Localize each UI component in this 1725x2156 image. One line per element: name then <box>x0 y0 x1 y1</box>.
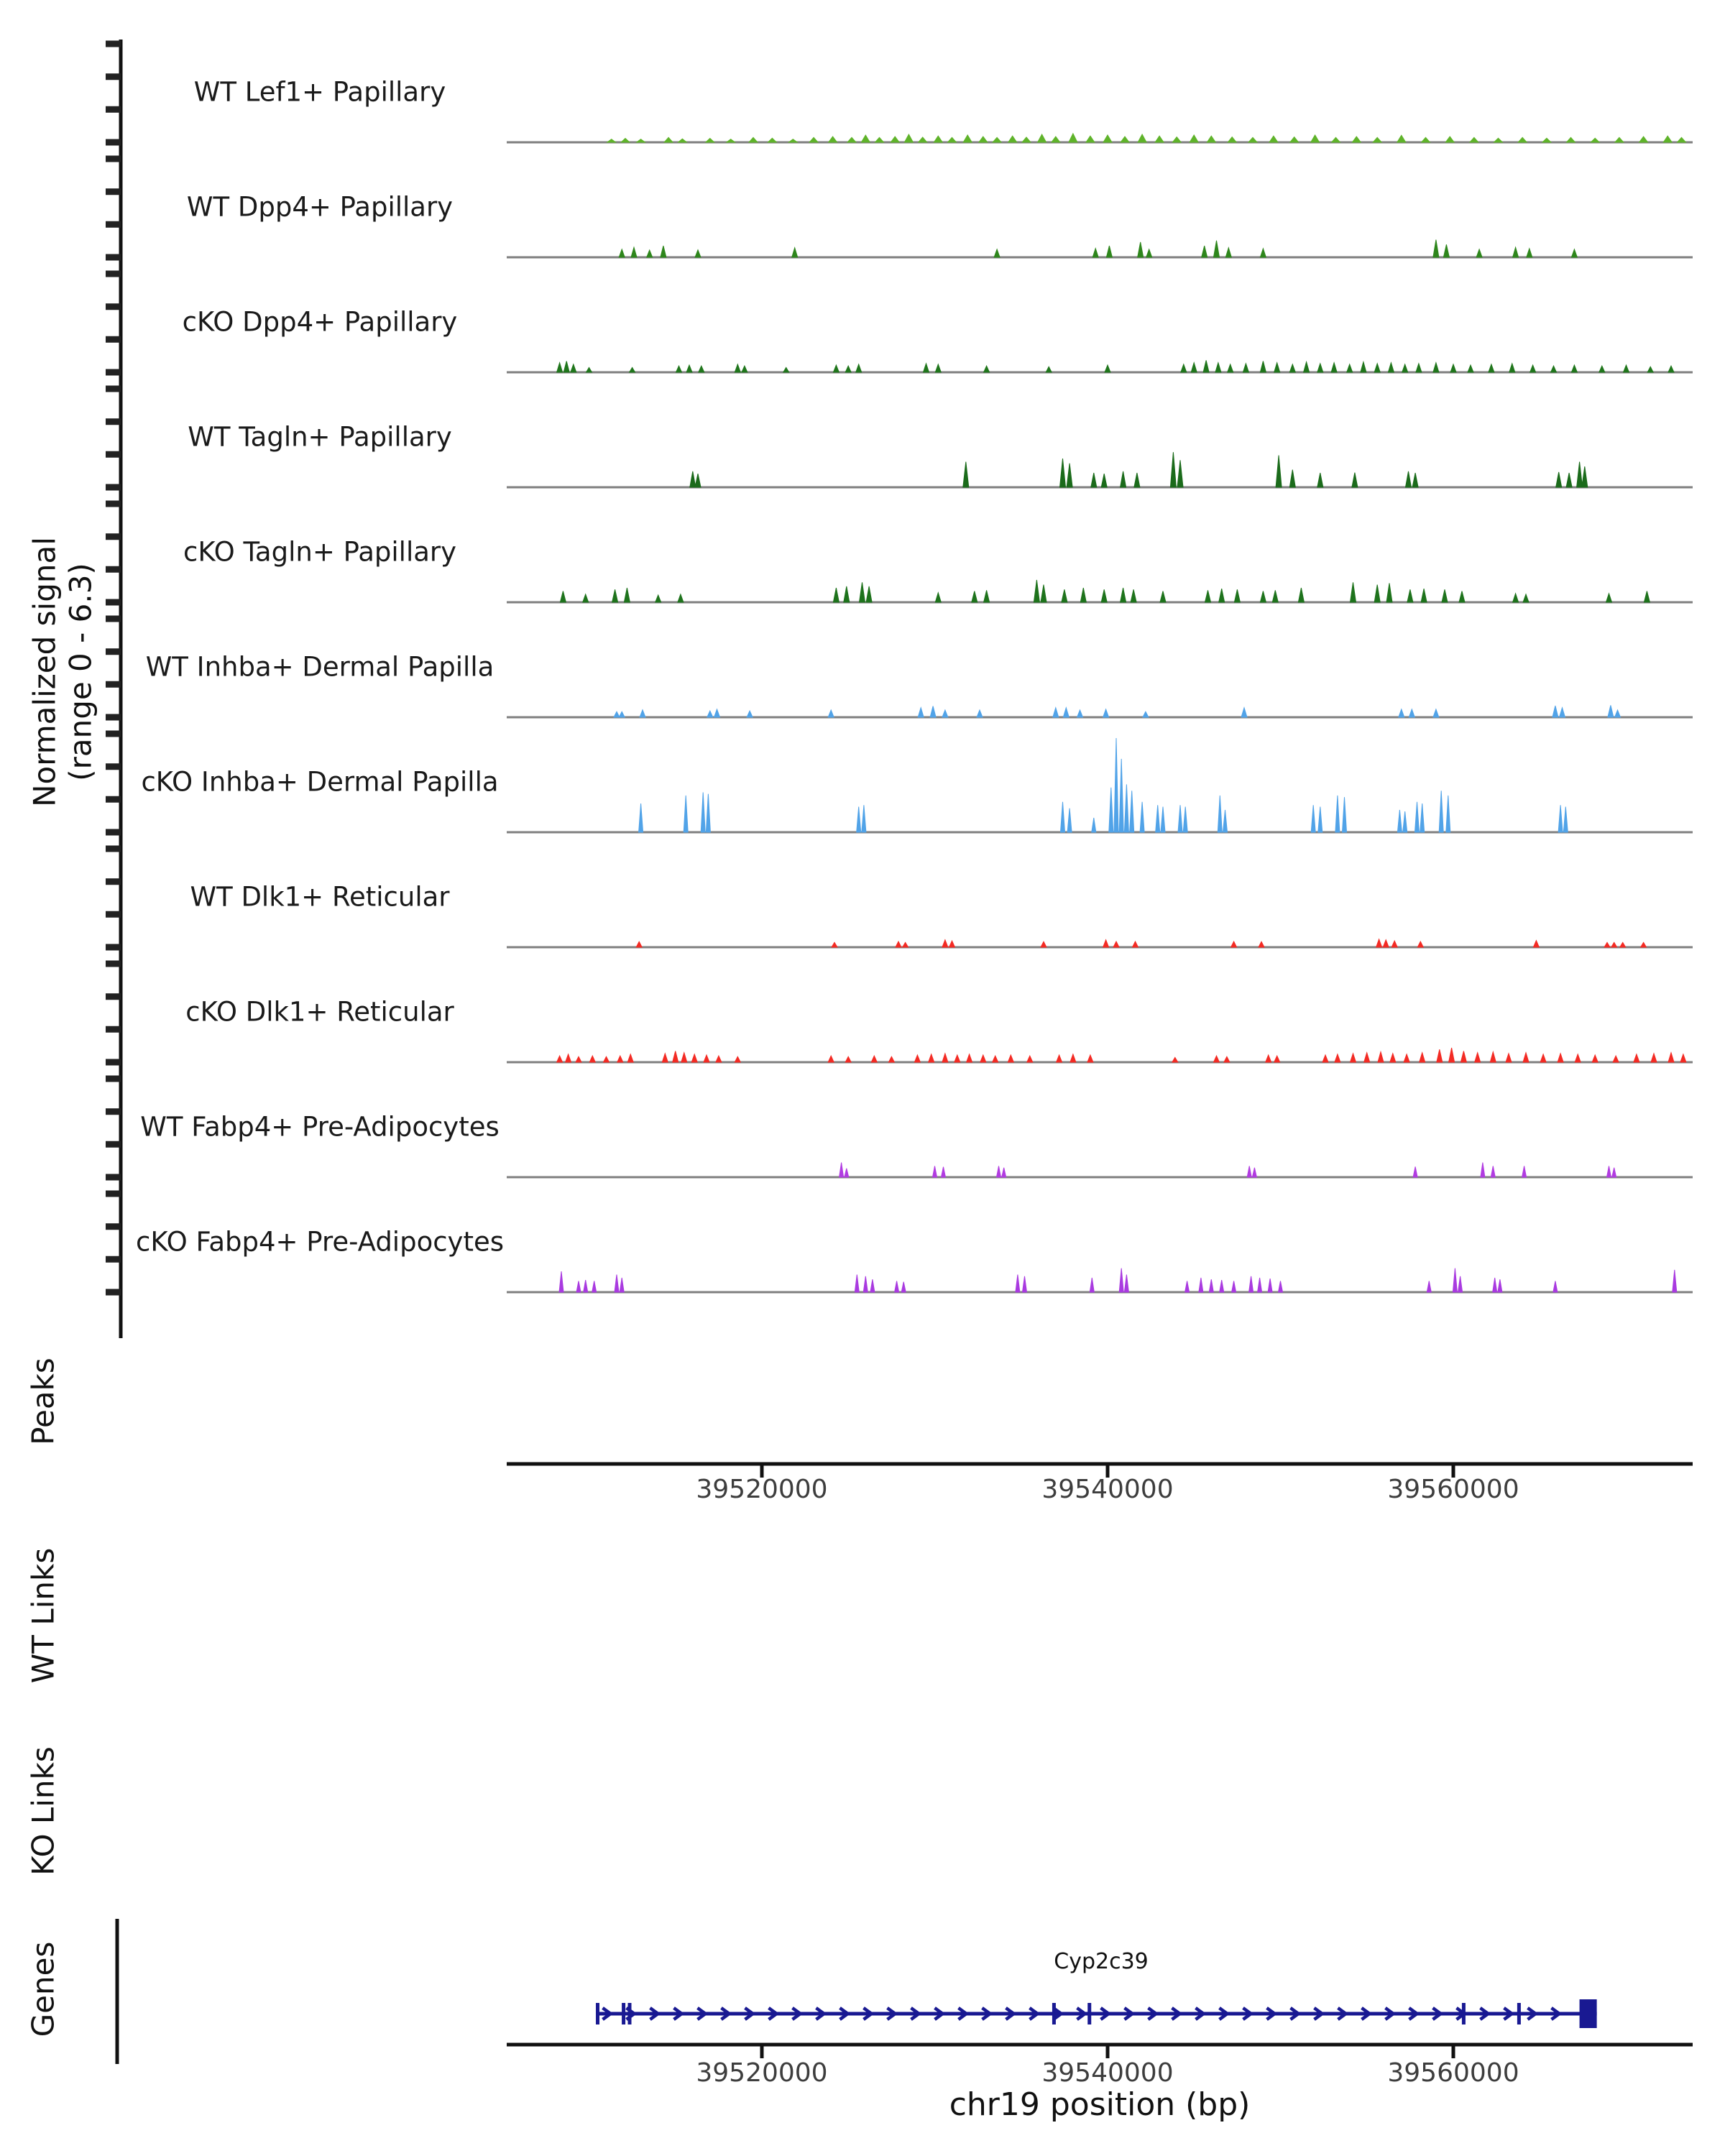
genes-axis-tick-label: 39540000 <box>1041 2058 1174 2088</box>
gene-exon-mark <box>622 2003 625 2024</box>
gene-name-label: Cyp2c39 <box>1054 1949 1149 1974</box>
track-label-2: WT Dpp4+ Papillary <box>186 191 454 223</box>
genes-axis-tick-label: 39560000 <box>1387 2058 1519 2088</box>
track-label-1: WT Lef1+ Papillary <box>193 76 446 108</box>
signal-track-11 <box>559 1268 1677 1292</box>
track-label-9: cKO Dlk1+ Reticular <box>185 996 454 1028</box>
signal-track-2 <box>619 240 1577 257</box>
y-axis-label-line1: Normalized signal <box>27 537 63 807</box>
signal-track-1 <box>607 134 1686 142</box>
track-label-7: cKO Inhba+ Dermal Papilla <box>141 766 499 798</box>
peaks-axis-tick-label: 39560000 <box>1387 1475 1519 1504</box>
gene-exon-mark <box>596 2003 599 2024</box>
signal-track-4 <box>690 452 1588 487</box>
gene-end-exon-block <box>1580 1999 1597 2028</box>
track-label-5: cKO Tagln+ Papillary <box>183 536 457 568</box>
x-axis-label: chr19 position (bp) <box>949 2086 1251 2123</box>
signal-track-10 <box>840 1163 1616 1177</box>
track-label-10: WT Fabp4+ Pre-Adipocytes <box>140 1111 500 1143</box>
y-axis-label <box>27 537 100 807</box>
signal-track-5 <box>560 580 1650 602</box>
gene-exon-mark <box>1462 2003 1466 2024</box>
signal-track-7 <box>639 738 1568 832</box>
track-label-3: cKO Dpp4+ Papillary <box>182 306 458 338</box>
section-label-genes: Genes <box>25 1941 61 2037</box>
section-label-ko-links: KO Links <box>25 1746 61 1876</box>
track-label-4: WT Tagln+ Papillary <box>188 421 452 453</box>
gene-exon-mark <box>1517 2003 1521 2024</box>
gene-exon-mark <box>627 2003 631 2024</box>
gene-exon-mark <box>1052 2003 1056 2024</box>
peaks-axis-tick-label: 39520000 <box>696 1475 828 1504</box>
signal-track-8 <box>636 939 1646 947</box>
signal-track-9 <box>557 1048 1686 1062</box>
section-label-peaks: Peaks <box>25 1358 61 1445</box>
signal-track-6 <box>614 705 1621 717</box>
genes-axis-tick-label: 39520000 <box>696 2058 828 2088</box>
track-label-8: WT Dlk1+ Reticular <box>190 881 450 913</box>
section-label-wt-links: WT Links <box>25 1547 61 1684</box>
track-label-6: WT Inhba+ Dermal Papilla <box>145 651 494 683</box>
track-label-11: cKO Fabp4+ Pre-Adipocytes <box>135 1226 505 1258</box>
y-axis-label-line2: (range 0 - 6.3) <box>63 563 98 781</box>
signal-track-3 <box>557 360 1674 372</box>
gene-exon-mark <box>1087 2003 1091 2024</box>
peaks-axis-tick-label: 39540000 <box>1041 1475 1174 1504</box>
